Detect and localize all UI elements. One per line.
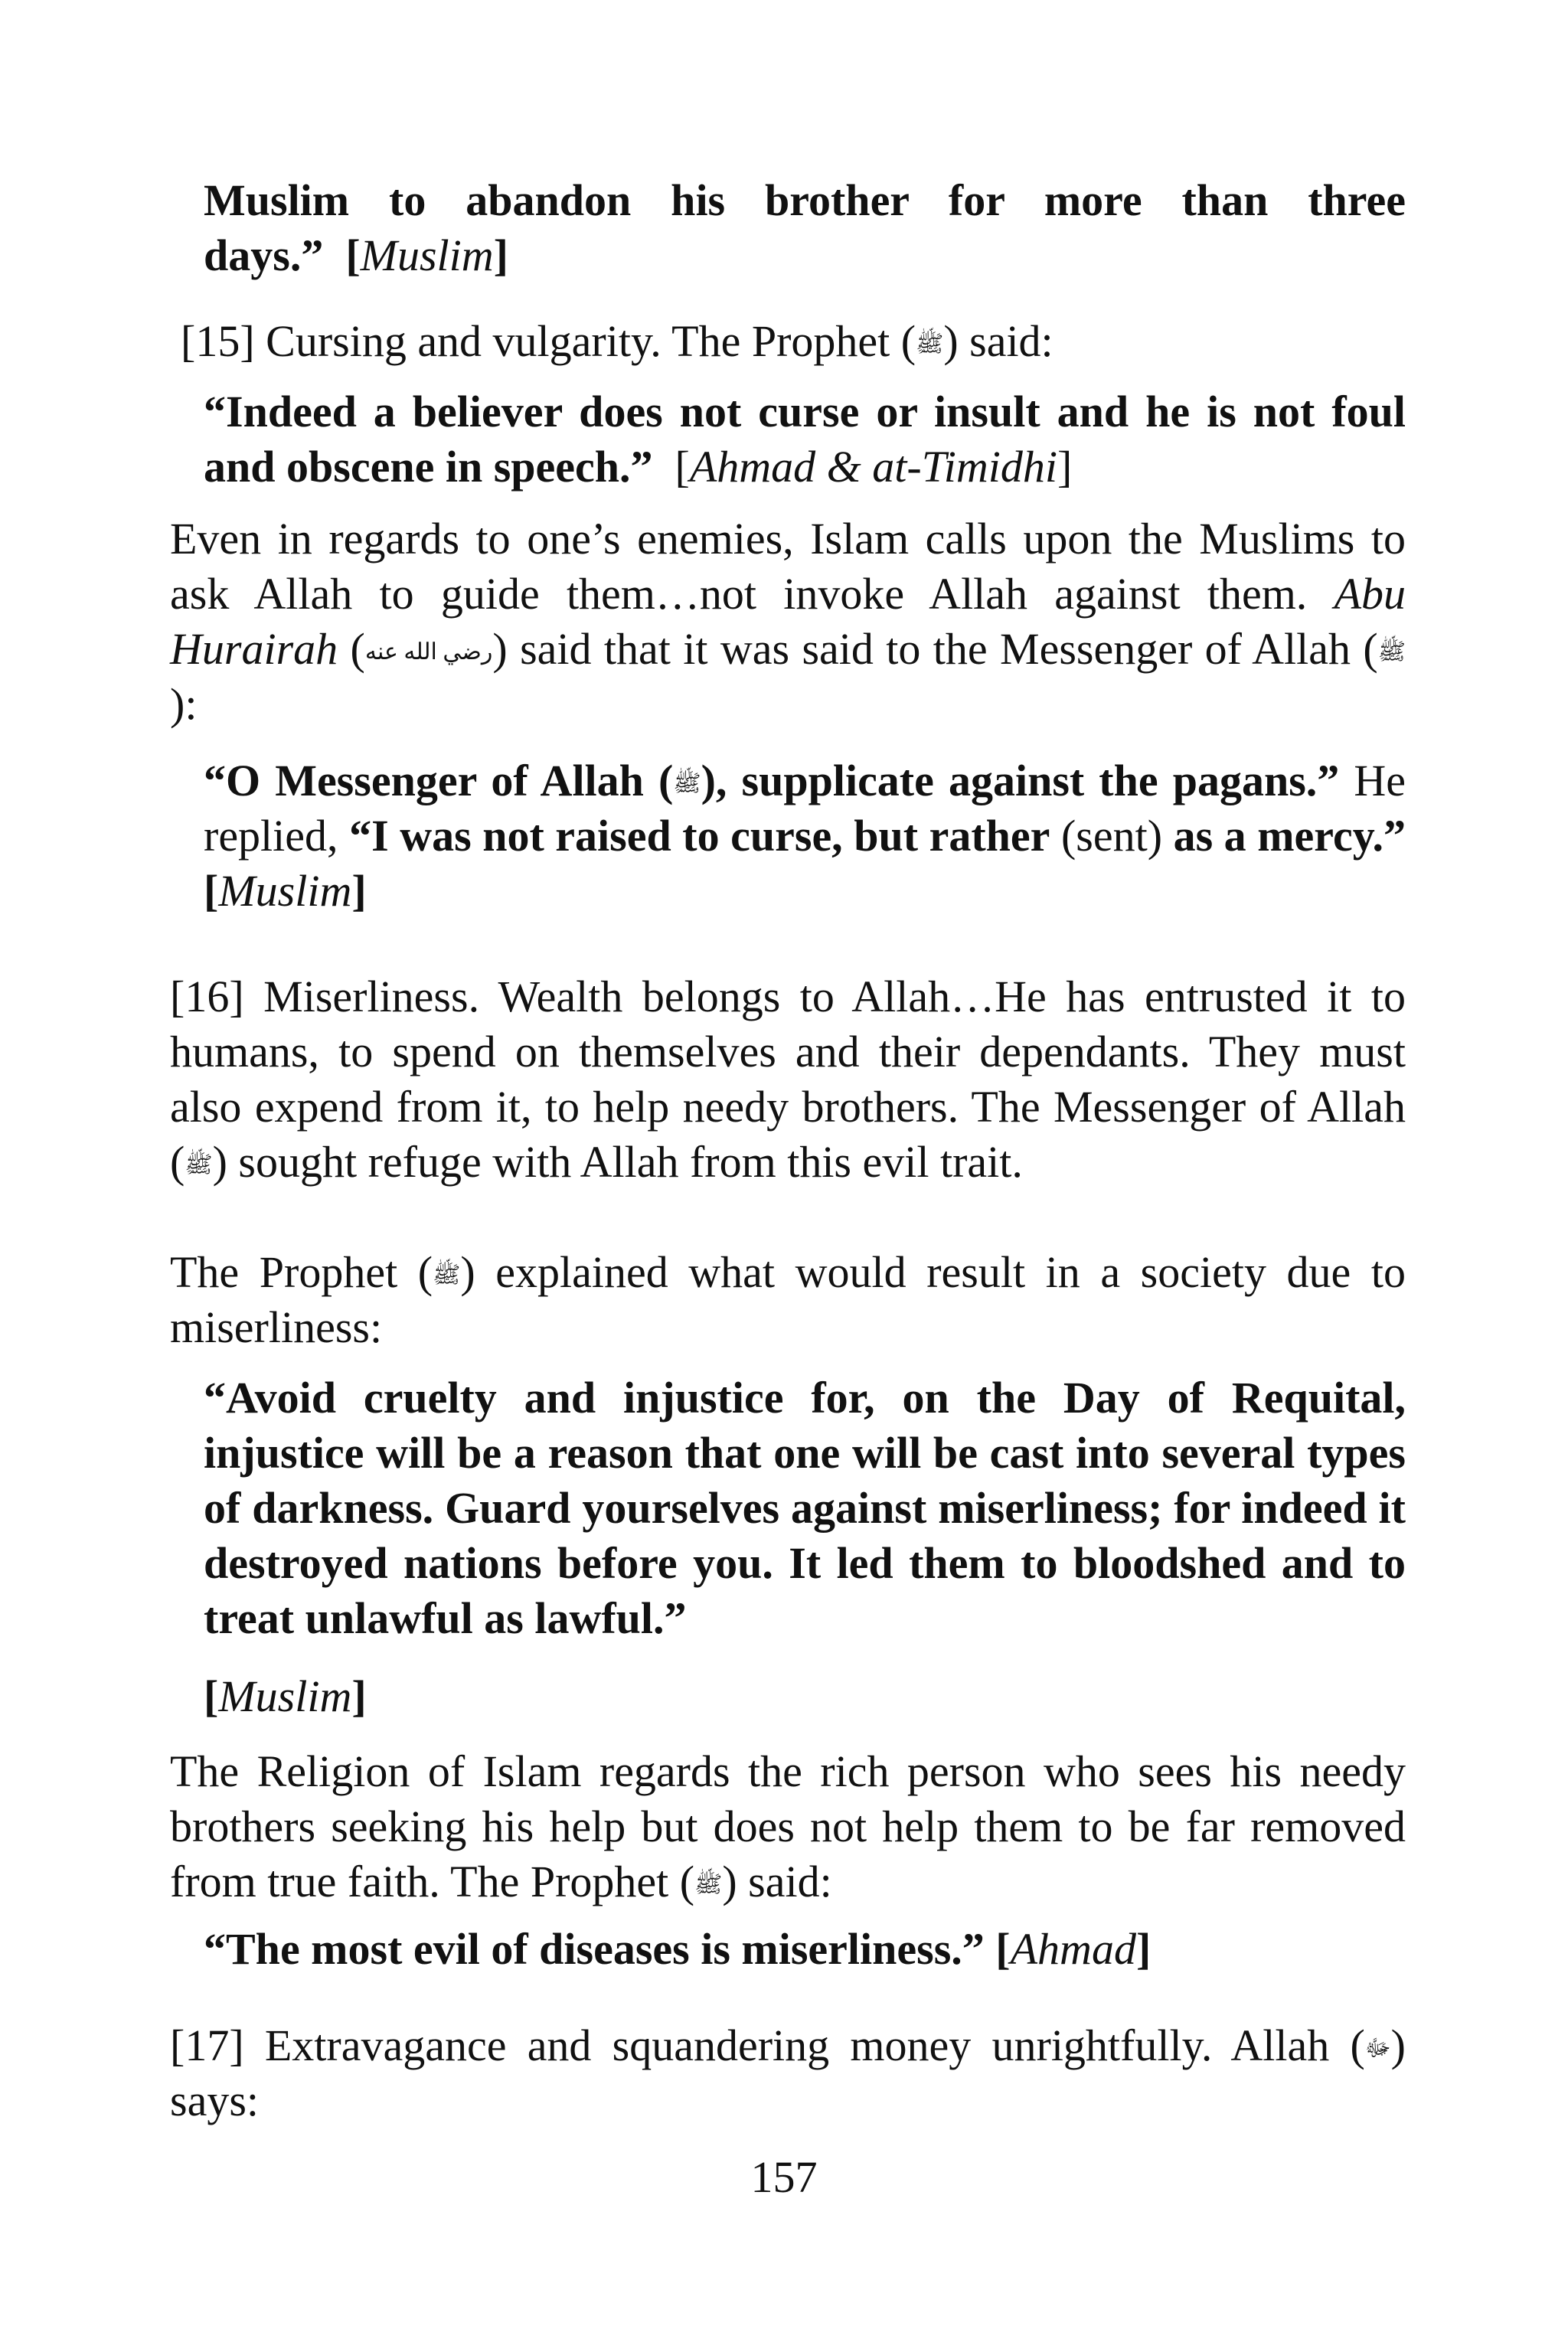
hadith-text: “The most evil of diseases is miserliness.”	[204, 1924, 985, 1974]
paragraph-text: [17] Extravagance and squandering money unrightfully. Allah (	[170, 2020, 1365, 2070]
honorific-prophet-glyph: ﷺ	[916, 332, 944, 357]
hadith-quote-injustice	[170, 1370, 1406, 1646]
prophet-explained-paragraph	[170, 1245, 1406, 1355]
hadith-text: “I was not raised to curse, but rather	[349, 811, 1050, 861]
paragraph-text: [16] Miserliness. Wealth belongs to Allah…He has entrusted it to humans, to spend on themselves and their dependants. They must also expend from it, to help needy brothers. The Messenger of Allah (	[170, 972, 1406, 1187]
enemies-paragraph: Even in regards to one’s enemies, Islam calls upon the Muslims to ask Allah to guide them…not invoke Allah against them. Abu Hurairah (رضي الله عنه) said that it was said to the Messenger of Allah (ﷺ):	[170, 514, 1406, 729]
hadith-source: Ahmad	[1010, 1924, 1136, 1974]
paragraph-text: ) sought refuge with Allah from this evil trait.	[212, 1137, 1023, 1187]
honorific-prophet-glyph: ﷺ	[433, 1263, 461, 1288]
narration-text: (sent)	[1060, 811, 1163, 861]
quote-continuation: Muslim to abandon his brother for more than three days.” [Muslim]	[204, 175, 1406, 280]
hadith-text: “Avoid cruelty and injustice for, on the Day of Requital, injustice will be a reason that one will be cast into several types of darkness. Guard yourselves against miserliness; for indeed it destroyed nations before you. It led them to bloodshed and to treat unlawful as lawful.”	[204, 1373, 1406, 1643]
paragraph-text: Even in regards to one’s enemies, Islam calls upon the Muslims to ask Allah to guide them…not invoke Allah against them.	[170, 514, 1406, 619]
paragraph-text: ) said:	[943, 316, 1054, 366]
item-15-paragraph	[170, 314, 1406, 369]
paragraph-text: [15] Cursing and vulgarity. The Prophet (	[181, 316, 916, 366]
hadith-text: Muslim to abandon his brother for more than three days.”	[204, 175, 1406, 280]
item-17-paragraph	[170, 2018, 1406, 2128]
honorific-prophet-glyph: ﷺ	[185, 1152, 213, 1178]
narrator-name: Abu Hurairah	[170, 569, 1406, 674]
hadith-quote-mercy: “O Messenger of Allah (ﷺ), supplicate against the pagans.” He replied, “I was not raised to curse, but rather (sent) as a mercy.” [Muslim]	[204, 756, 1406, 916]
hadith-quote-cursing: “Indeed a believer does not curse or insult and he is not foul and obscene in speech.” [Ahmad & at-Timidhi]	[204, 387, 1406, 492]
honorific-prophet-glyph: ﷺ	[694, 1872, 723, 1897]
hadith-text: “O Messenger of Allah (	[204, 756, 674, 805]
honorific-companion-glyph: رضي الله عنه	[364, 639, 493, 665]
hadith-text: as a mercy.”	[1173, 811, 1406, 861]
hadith-text: “Indeed a believer does not curse or insult and he is not foul and obscene in speech.”	[204, 387, 1406, 492]
honorific-allah-glyph: ﷻ	[1364, 2036, 1391, 2061]
narration-text: He replied,	[204, 756, 1406, 861]
paragraph-text: ) explained what would result in a society due to miserliness:	[170, 1247, 1406, 1352]
hadith-source: Muslim	[218, 1671, 352, 1721]
hadith-source: Ahmad & at-Timidhi	[689, 442, 1057, 492]
paragraph-text: ) said:	[722, 1857, 832, 1906]
hadith-source: Muslim	[218, 866, 352, 916]
hadith-text: ), supplicate against the pagans.”	[701, 756, 1340, 805]
hadith-quote-diseases: “The most evil of diseases is miserliness.” [Ahmad]	[204, 1924, 1152, 1974]
honorific-prophet-glyph: ﷺ	[1377, 639, 1406, 665]
hadith-source: Muslim	[360, 230, 494, 280]
hadith-source-line: [Muslim]	[204, 1671, 367, 1721]
honorific-prophet-glyph: ﷺ	[673, 771, 701, 796]
item-16-paragraph	[170, 969, 1406, 1190]
paragraph-text: :	[185, 679, 198, 729]
paragraph-text: said that it was said to the Messenger of Allah	[520, 624, 1351, 674]
paragraph-text: The Religion of Islam regards the rich person who sees his needy brothers seeking his help but does not help them to be far removed from true faith. The Prophet (	[170, 1746, 1406, 1906]
paragraph-text: The Prophet (	[170, 1247, 433, 1297]
page-number: 157	[750, 2152, 818, 2202]
paragraph-text: ) says:	[170, 2020, 1406, 2125]
religion-paragraph	[170, 1744, 1406, 1909]
